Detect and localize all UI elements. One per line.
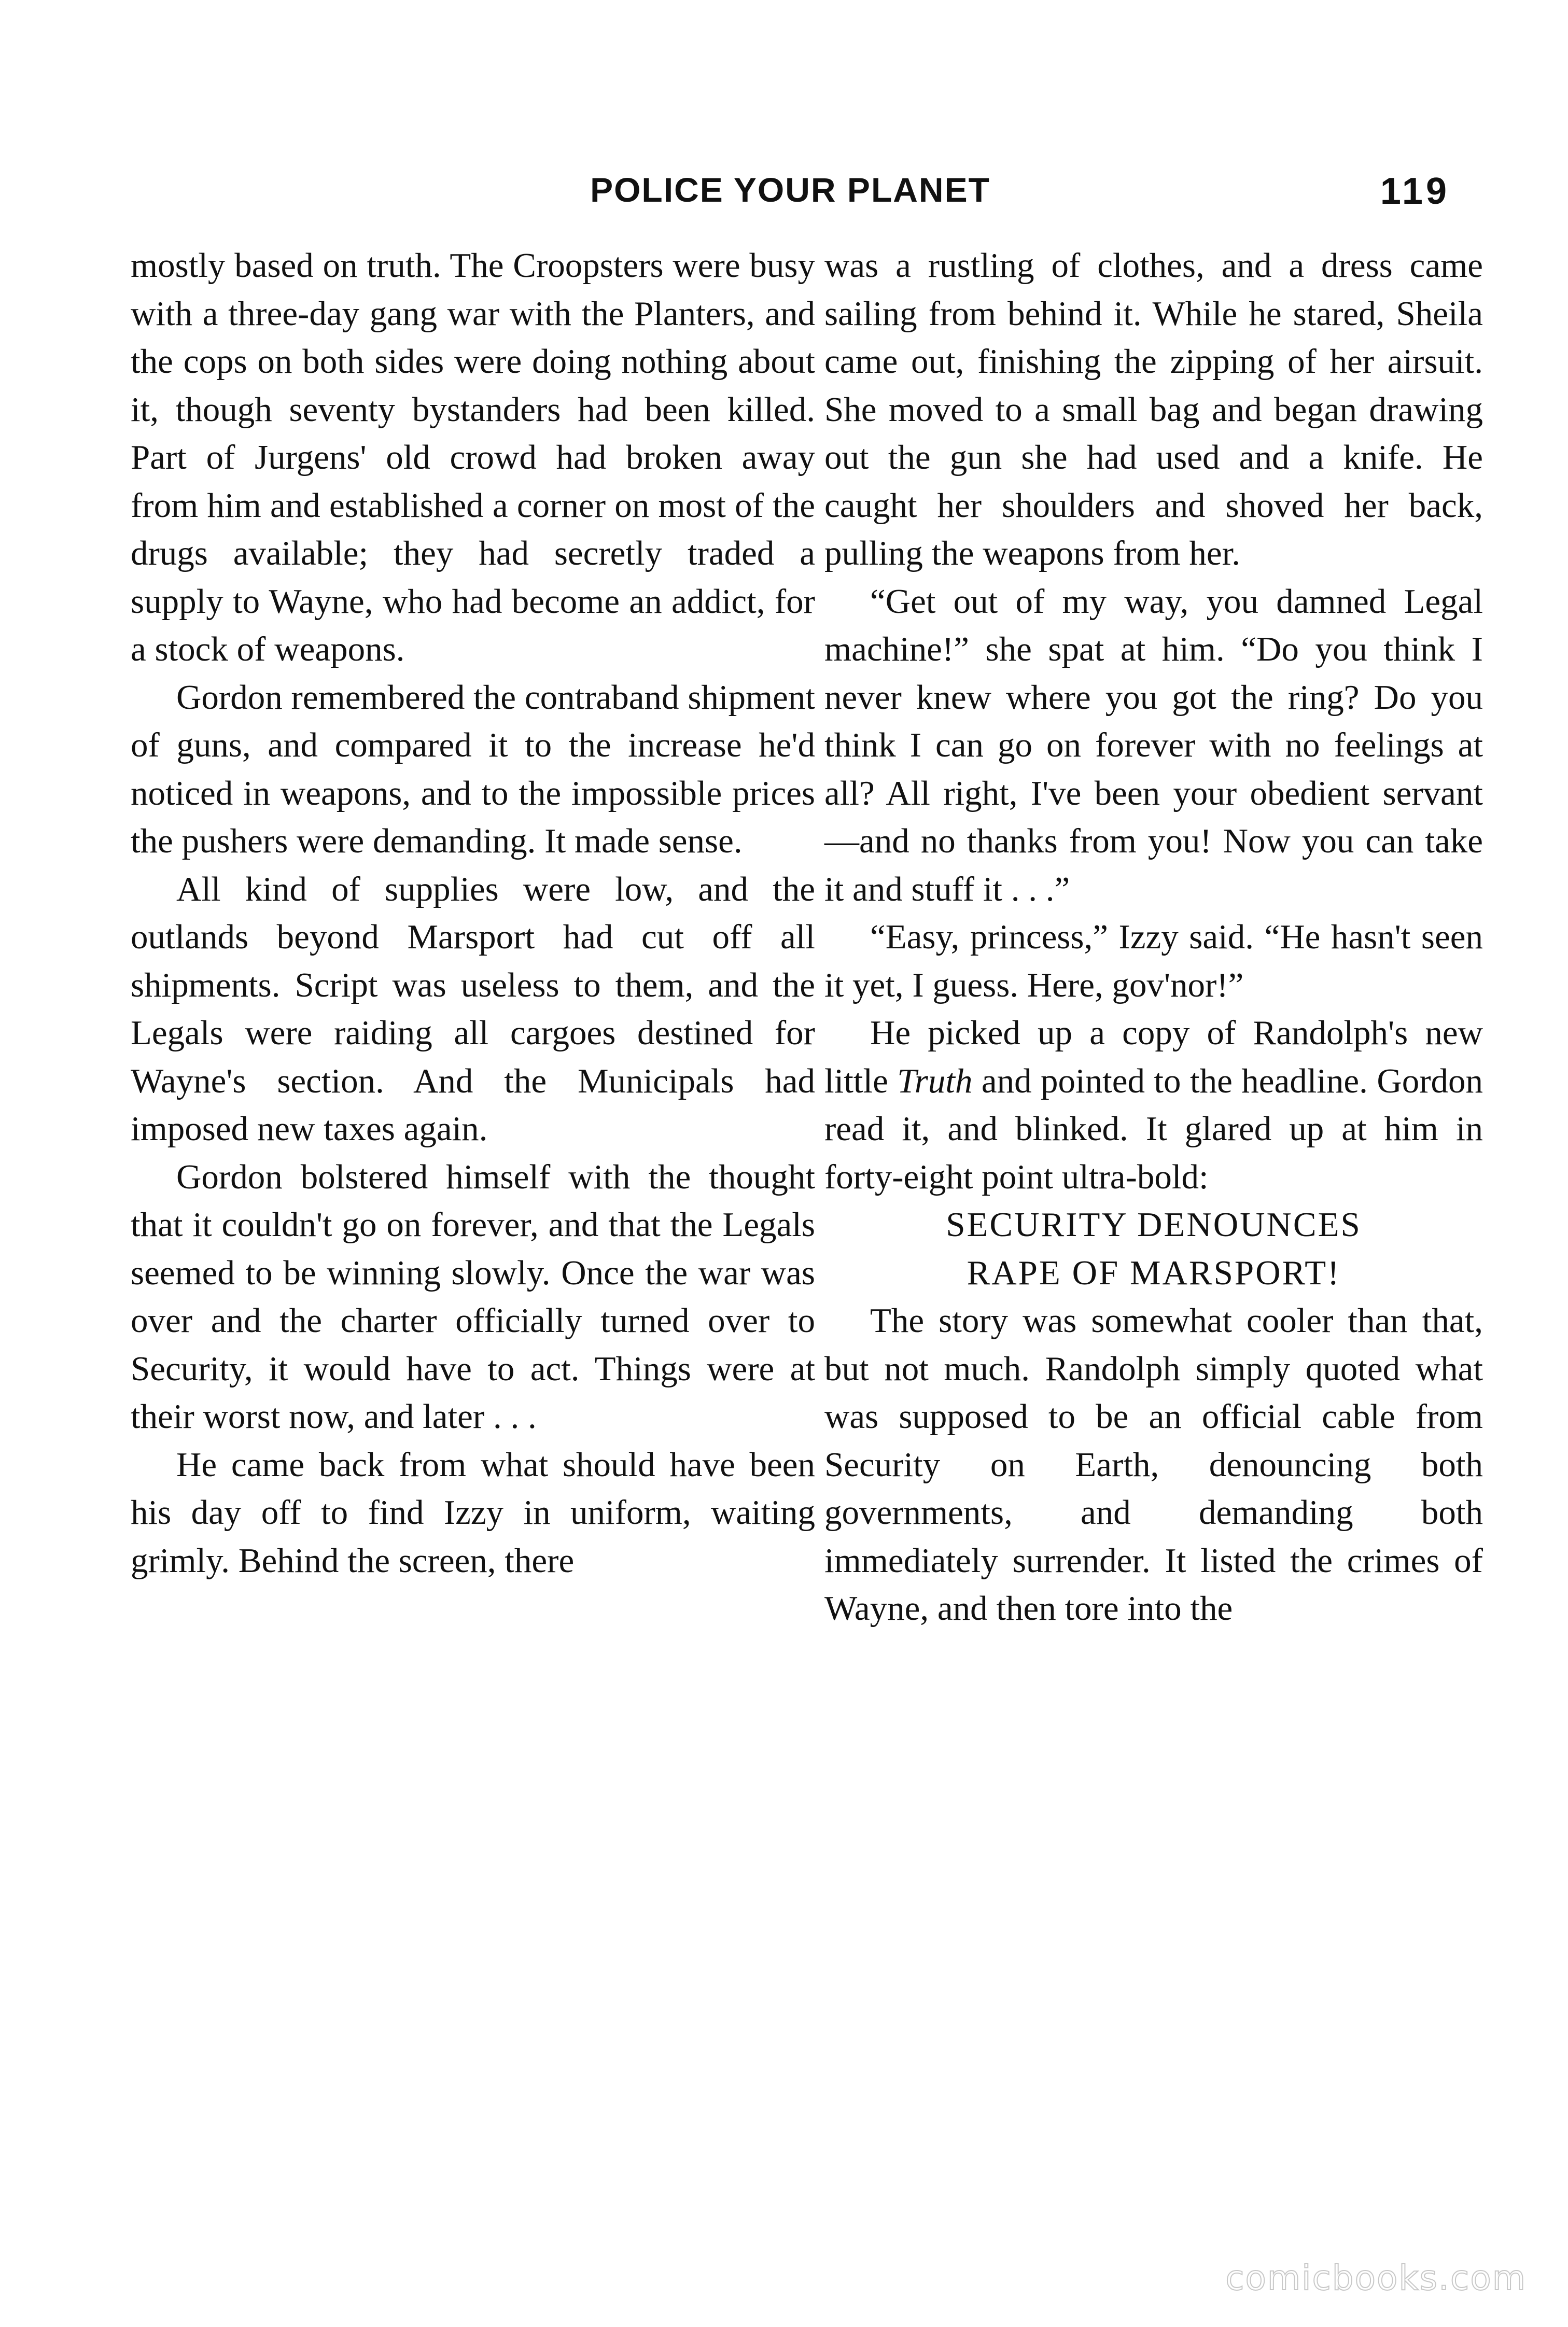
paragraph-text: He picked up a copy of Randolph's new little <box>824 1014 1483 1100</box>
paragraph: Gordon bolstered himself with the thought that it couldn't go on forever, and that the Legals seemed to be winning slowly. Once the war was over and the charter officially turned over to Security, it would have to act. Things were at their worst now, and later . . . <box>131 1157 815 1436</box>
paragraph <box>824 1009 1483 1201</box>
paragraph: mostly based on truth. The Croopsters were busy with a three-day gang war with the Planters, and the cops on both sides were doing nothing about it, though seventy bystanders had been killed. Part of Jurgens' old crowd had broken away from him and established a corner on most of the drugs available; they had secretly traded a supply to Wayne, who had become an addict, for a stock of weapons. <box>131 246 815 668</box>
right-column <box>824 242 1483 1633</box>
headline-line: SECURITY DENOUNCES <box>946 1205 1362 1244</box>
paragraph: was a rustling of clothes, and a dress came sailing from behind it. While he stared, Sheila came out, finishing the zipping of her airsuit. She moved to a small bag and began drawing out the gun she had used and a knife. He caught her shoulders and shoved her back, pulling the weapons from her. <box>824 246 1483 572</box>
running-head-title: POLICE YOUR PLANET <box>590 171 990 209</box>
paragraph-text: and pointed to the headline. Gordon read it, and blinked. It glared up at him in forty-eight point ultra-bold: <box>824 1061 1483 1196</box>
paragraph: He came back from what should have been his day off to find Izzy in uniform, waiting grimly. Behind the screen, there <box>131 1445 815 1580</box>
page-number: 119 <box>1380 171 1450 212</box>
headline-line: RAPE OF MARSPORT! <box>967 1253 1341 1292</box>
paragraph: Gordon remembered the contraband shipment of guns, and compared it to the increase he'd noticed in weapons, and to the impossible prices the pushers were demanding. It made sense. <box>131 678 815 860</box>
page-header <box>131 170 1450 227</box>
site-watermark: comicbooks.com <box>1225 2258 1527 2298</box>
paragraph: All kind of supplies were low, and the outlands beyond Marsport had cut off all shipments. Script was useless to them, and the Legals were raiding all cargoes destined for Wayne's section. And the Municipals had imposed new taxes again. <box>131 870 815 1148</box>
paragraph: “Easy, princess,” Izzy said. “He hasn't seen it yet, I guess. Here, gov'nor!” <box>824 918 1483 1004</box>
left-column <box>131 242 815 1585</box>
paragraph: “Get out of my way, you damned Legal machine!” she spat at him. “Do you think I never knew where you got the ring? Do you think I can go on forever with no feelings at all? All right, I've been your obedient servant—and no thanks from you! Now you can take it and stuff it . . .” <box>824 582 1483 908</box>
newspaper-title: Truth <box>897 1061 973 1100</box>
paragraph: The story was somewhat cooler than that, but not much. Randolph simply quoted what was supposed to be an official cable from Security on Earth, denouncing both governments, and demanding both immediately surrender. It listed the crimes of Wayne, and then tore into the <box>824 1301 1483 1628</box>
